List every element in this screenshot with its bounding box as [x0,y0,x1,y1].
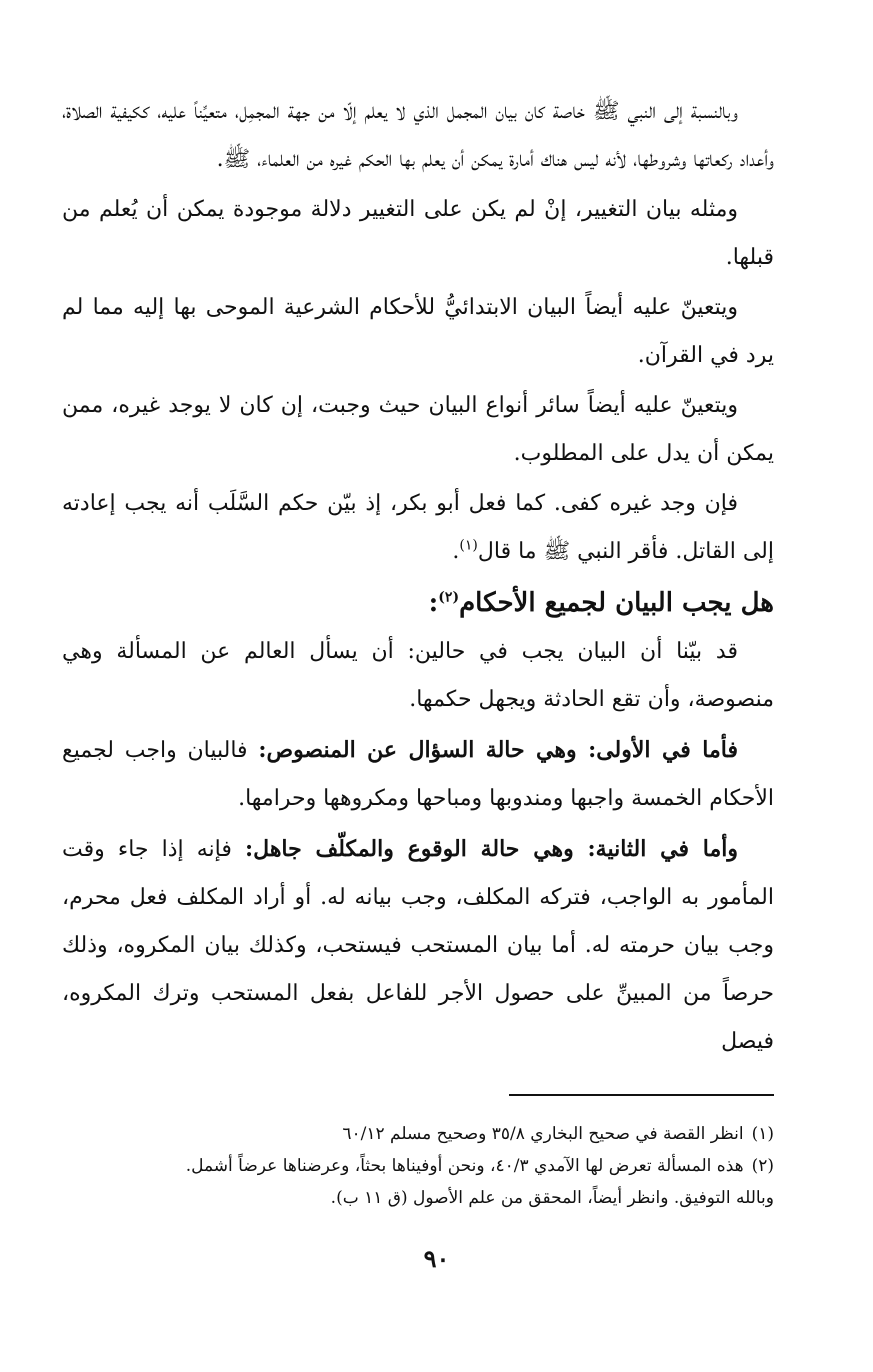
footnote [62,1150,774,1182]
main-text [62,88,774,1068]
heading-end: : [428,588,439,618]
paragraph-text: ويتعينّ عليه أيضاً سائر أنواع البيان حيث وجبت، إن كان لا يوجد غيره، ممن يمكن أن يدل على المطلوب. [62,393,774,466]
footnote-number: (١) [751,1124,774,1144]
paragraph-text: فإن وجد غيره كفى. كما فعل أبو بكر، إذ بيّن حكم السَّلَب أنه يجب إعادته إلى القاتل. فأقر النبي ﷺ ما قال [62,491,774,564]
heading-text: هل يجب البيان لجميع الأحكام [459,588,774,618]
footnote-text: هذه المسألة تعرض لها الآمدي ٤٠/٣، ونحن أوفيناها بحثاً، وعرضناها عرضاً أشمل. [185,1156,744,1176]
paragraph [62,628,774,724]
footnote-reference[interactable]: (١) [459,537,478,554]
page-number: ٩٠ [423,1244,450,1273]
paragraph [62,726,774,823]
paragraph-text: قد بيّنا أن البيان يجب في حالين: أن يسأل العالم عن المسألة وهي منصوصة، وأن تقع الحادثة ويجهل حكمها. [62,639,774,712]
footnote-number: (٢) [751,1156,774,1176]
paragraph [62,825,774,1066]
paragraph-text: ويتعينّ عليه أيضاً البيان الابتدائيُّ للأحكام الشرعية الموحى بها إليه مما لم يرد في القرآن. [62,295,774,368]
footnote [62,1118,774,1150]
paragraph [62,186,774,282]
paragraph-end: . [452,539,460,564]
footnote-text: انظر القصة في صحيح البخاري ٣٥/٨ وصحيح مسلم ٦٠/١٢ [342,1124,744,1144]
paragraph-lead-bold: وأما في الثانية: وهي حالة الوقوع والمكلّف جاهل: [245,836,739,862]
paragraph-text: فالبيان واجب لجميع الأحكام الخمسة واجبها ومندوبها ومباحها ومكروهها وحرامها. [62,738,774,811]
paragraph [62,88,774,184]
footnote-reference[interactable]: (٢) [438,589,460,606]
paragraph-text: فإنه إذا جاء وقت المأمور به الواجب، فتركه المكلف، وجب بيانه له. أو أراد المكلف فعل محرم، وجب بيان حرمته له. أما بيان المستحب فيستحب، وكذلك بيان المكروه، وذلك حرصاً من المبينِّ على حصول الأجر للفاعل بفعل المستحب وترك المكروه، فيصل [62,837,774,1054]
footnote-continuation [62,1182,774,1214]
paragraph [62,382,774,478]
paragraph [62,284,774,380]
footnotes [62,1118,774,1214]
paragraph-text: ومثله بيان التغيير، إنْ لم يكن على التغيير دلالة موجودة يمكن أن يُعلم من قبلها. [62,197,774,270]
footnote-separator [509,1094,774,1096]
paragraph-text: وبالنسبة إلى النبي ﷺ خاصة كان بيان المجمل الذي لا يعلم إلّا من جهة المجمِل، متعيِّناً عليه، ككيفية الصلاة، وأعداد ركعاتها وشروطها، لأنه ليس هناك أمارة يمكن أن يعلم بها الحكم غيره من العلماء، ﷺ. [62,99,774,172]
paragraph [62,480,774,576]
paragraph-lead-bold: فأما في الأولى: وهي حالة السؤال عن المنصوص: [258,737,738,763]
section-heading [62,578,774,628]
footnote-text: وبالله التوفيق. وانظر أيضاً، المحقق من علم الأصول (ق ١١ ب). [330,1188,774,1208]
